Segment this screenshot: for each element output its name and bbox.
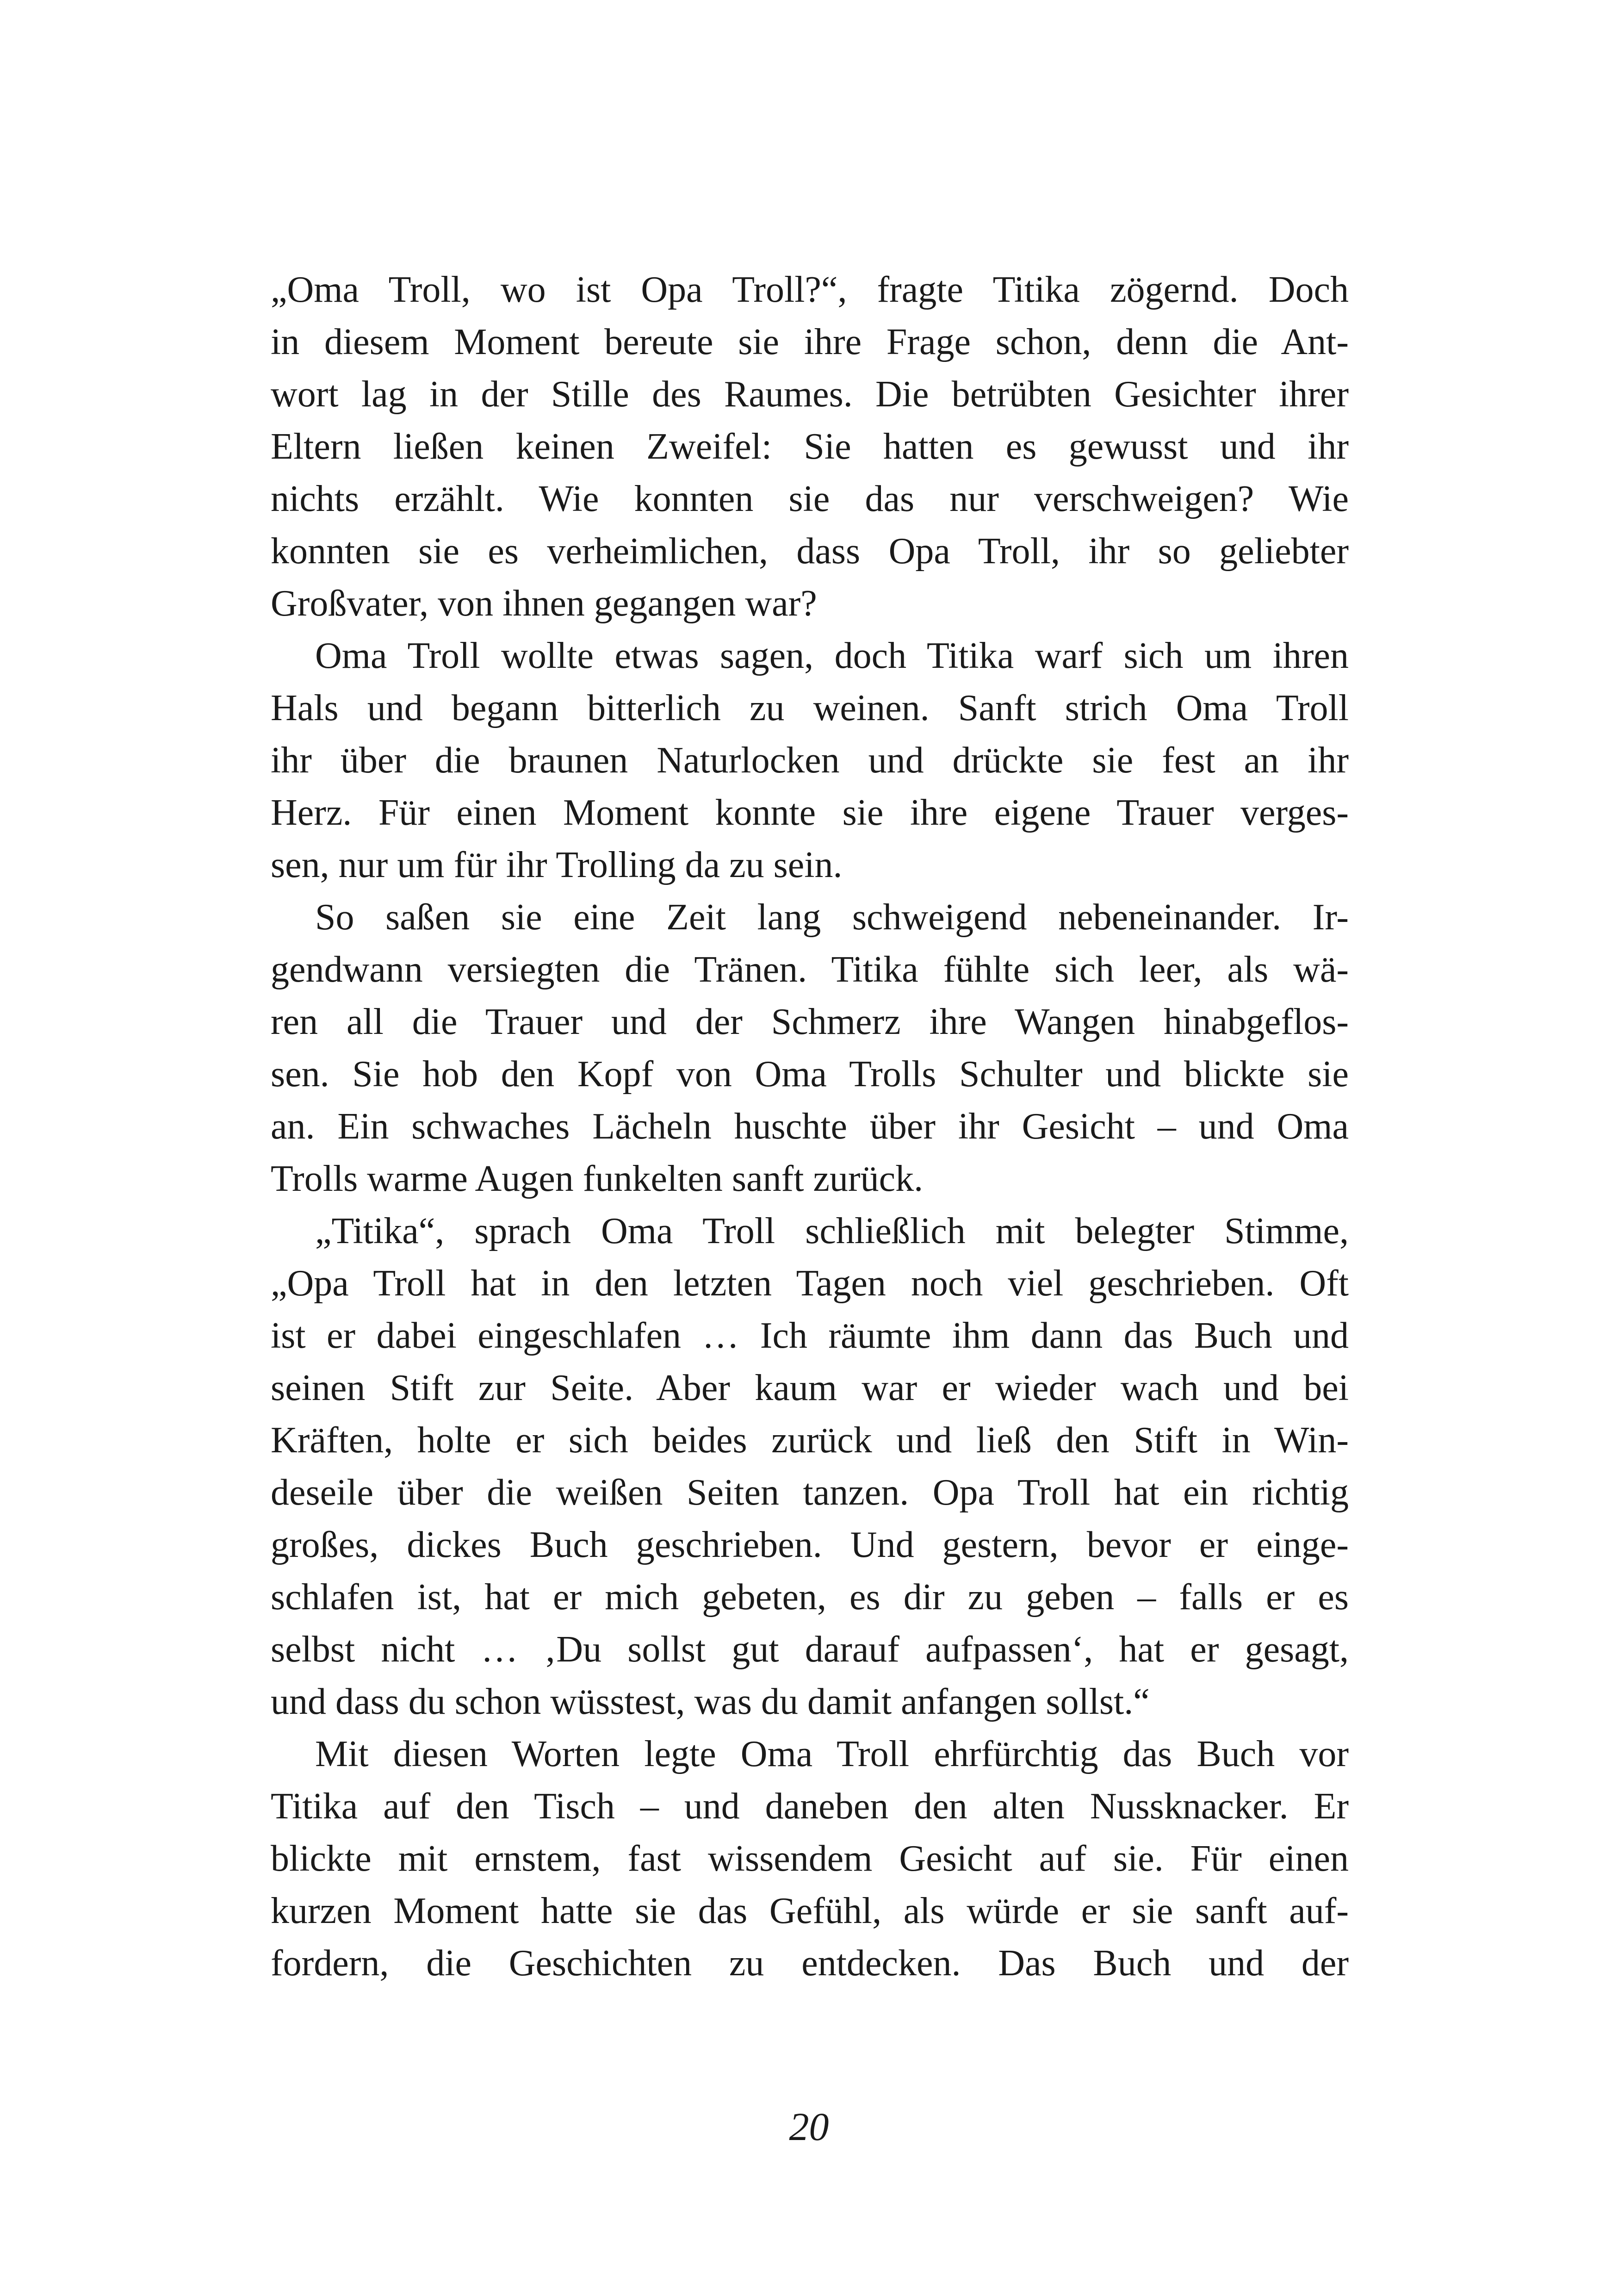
- text-line: ihr über die braunen Naturlocken und drückte sie fest an ihr: [271, 740, 1349, 781]
- text-line: an. Ein schwaches Lächeln huschte über ihr Gesicht – und Oma: [271, 1106, 1349, 1147]
- text-line: seinen Stift zur Seite. Aber kaum war er wieder wach und bei: [271, 1368, 1349, 1408]
- text-line: Trolls warme Augen funkelten sanft zurück.: [271, 1158, 924, 1199]
- text-line: Kräften, holte er sich beides zurück und ließ den Stift in Win-: [271, 1420, 1349, 1461]
- text-line: kurzen Moment hatte sie das Gefühl, als würde er sie sanft auf-: [271, 1891, 1349, 1931]
- paragraph: [271, 1205, 1349, 1728]
- paragraph: [271, 264, 1349, 630]
- text-line: So saßen sie eine Zeit lang schweigend nebeneinander. Ir-: [315, 897, 1349, 938]
- text-line: „Opa Troll hat in den letzten Tagen noch viel geschrieben. Oft: [271, 1263, 1349, 1304]
- paragraph: [271, 1728, 1349, 1990]
- text-line: „Oma Troll, wo ist Opa Troll?“, fragte Titika zögernd. Doch: [271, 269, 1349, 310]
- body-text: [271, 264, 1349, 1990]
- text-line: ren all die Trauer und der Schmerz ihre Wangen hinabgeflos-: [271, 1002, 1349, 1042]
- text-line: ist er dabei eingeschlafen … Ich räumte ihm dann das Buch und: [271, 1315, 1349, 1356]
- paragraph: [271, 891, 1349, 1205]
- text-line: großes, dickes Buch geschrieben. Und gestern, bevor er einge-: [271, 1524, 1349, 1565]
- text-line: in diesem Moment bereute sie ihre Frage schon, denn die Ant-: [271, 322, 1349, 362]
- text-line: Eltern ließen keinen Zweifel: Sie hatten es gewusst und ihr: [271, 426, 1349, 467]
- text-line: „Titika“, sprach Oma Troll schließlich mit belegter Stimme,: [315, 1211, 1349, 1251]
- text-line: selbst nicht … ‚Du sollst gut darauf aufpassen‘, hat er gesagt,: [271, 1629, 1349, 1670]
- text-line: Mit diesen Worten legte Oma Troll ehrfürchtig das Buch vor: [315, 1734, 1349, 1774]
- text-line: gendwann versiegten die Tränen. Titika fühlte sich leer, als wä-: [271, 949, 1349, 990]
- text-line: Großvater, von ihnen gegangen war?: [271, 583, 817, 624]
- text-line: Oma Troll wollte etwas sagen, doch Titika warf sich um ihren: [315, 635, 1349, 676]
- text-line: deseile über die weißen Seiten tanzen. Opa Troll hat ein richtig: [271, 1472, 1349, 1513]
- text-line: und dass du schon wüsstest, was du damit anfangen sollst.“: [271, 1681, 1150, 1722]
- text-line: sen, nur um für ihr Trolling da zu sein.: [271, 845, 843, 885]
- page-number: 20: [789, 2104, 829, 2149]
- text-line: blickte mit ernstem, fast wissendem Gesicht auf sie. Für einen: [271, 1838, 1349, 1879]
- text-line: nichts erzählt. Wie konnten sie das nur verschweigen? Wie: [271, 479, 1349, 519]
- text-line: sen. Sie hob den Kopf von Oma Trolls Schulter und blickte sie: [271, 1054, 1349, 1095]
- text-line: wort lag in der Stille des Raumes. Die betrübten Gesichter ihrer: [271, 374, 1349, 415]
- text-line: konnten sie es verheimlichen, dass Opa Troll, ihr so geliebter: [271, 531, 1349, 572]
- text-line: Titika auf den Tisch – und daneben den alten Nussknacker. Er: [271, 1786, 1349, 1827]
- text-line: Herz. Für einen Moment konnte sie ihre eigene Trauer verges-: [271, 792, 1349, 833]
- text-line: schlafen ist, hat er mich gebeten, es dir zu geben – falls er es: [271, 1577, 1349, 1618]
- text-line: fordern, die Geschichten zu entdecken. Das Buch und der: [271, 1943, 1349, 1984]
- text-line: Hals und begann bitterlich zu weinen. Sanft strich Oma Troll: [271, 688, 1349, 728]
- paragraph: [271, 630, 1349, 891]
